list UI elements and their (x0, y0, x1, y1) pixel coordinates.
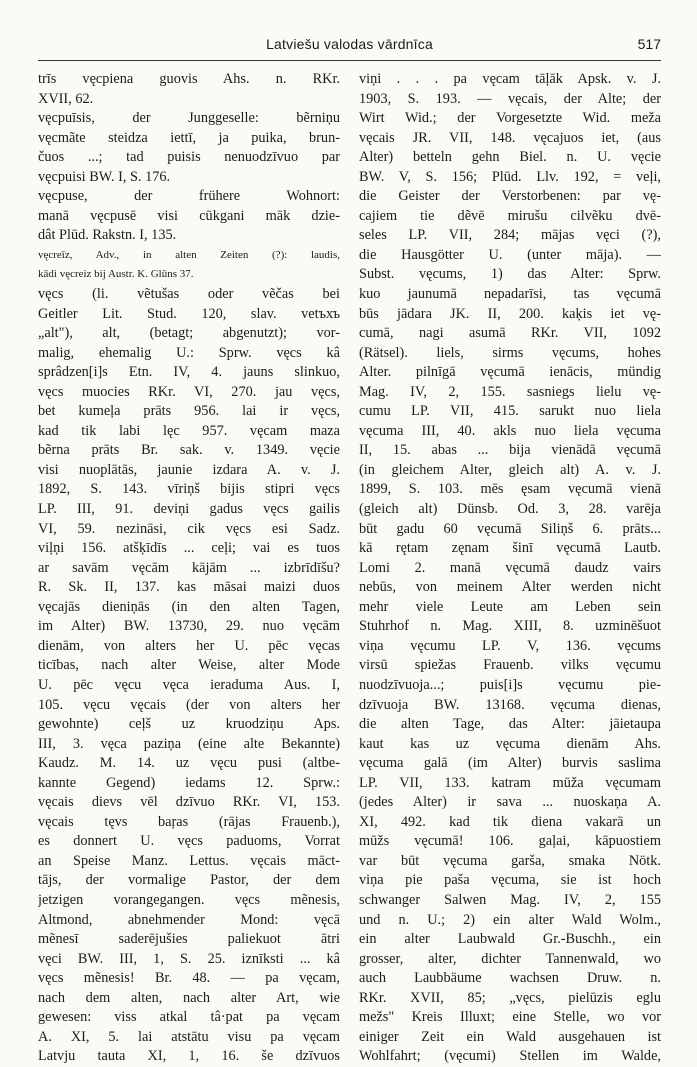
text-line: vęcs (li. vẽtušas oder vẽčas bei (38, 286, 340, 303)
text-line: malig, ehemalig U.: Sprw. vęcs kâ (38, 344, 340, 361)
text-line: dienām, von alters her U. pēc vęcas (38, 637, 340, 654)
page-number: 517 (637, 36, 661, 52)
text-line: bẽrna prāts Br. sak. v. 1349. vęcie (38, 442, 340, 459)
text-line: Geitler Lit. Stud. 120, slav. vetъхъ (38, 305, 340, 322)
text-line: 1903, S. 193. — vęcais, der Alte; der (359, 90, 661, 107)
text-line: jetzigen vorangegangen. vęcs mẽnesis, (38, 891, 340, 908)
text-line: die Hausgötter U. (unter māja). — (359, 246, 661, 263)
text-line: mehr viele Leute am Leben sein (359, 598, 661, 615)
text-line: 105. vęcu vęcais (der von alters her (38, 696, 340, 713)
text-line: Altmond, abnehmender Mond: vęcā (38, 911, 340, 928)
text-line: viņa vęcumu LP. V, 136. vęcums (359, 637, 661, 654)
text-line: vęcpuīsis, der Junggeselle: bẽrniņu (38, 110, 340, 127)
page-header (38, 36, 661, 58)
text-line: vęcmãte steidza iettī, ja puika, brun- (38, 129, 340, 146)
text-line: cajiem tie dẽvē mirušu cilvẽku dvē- (359, 207, 661, 224)
text-line: vęcais JR. VII, 148. vęcajuos iet, (aus (359, 129, 661, 146)
text-line: R. Sk. II, 137. kas māsai maizi duos (38, 579, 340, 596)
right-column (359, 70, 661, 1067)
text-line: (in gleichem Alter, gleich alt) A. v. J. (359, 461, 661, 478)
text-line: Mag. IV, 2, 155. sasniegs lielu vę- (359, 383, 661, 400)
text-line: vęcpuse, der frühere Wohnort: (38, 188, 340, 205)
text-line: nach dem alten, nach alter Art, wie (38, 989, 340, 1006)
text-line: grosser, alter, dichter Tannenwald, wo (359, 950, 661, 967)
text-line: einiger Zeit ein Wald ausgehauen ist (359, 1028, 661, 1045)
text-line: es donnert U. vęcs paduoms, Vorrat (38, 833, 340, 850)
text-line: čuos ...; tad puisis nenuodzīvuo par (38, 149, 340, 166)
text-line: VI, 59. nezināsi, cik vęcs esi Sadz. (38, 520, 340, 537)
text-line: Wohlfahrt; (vęcumi) Stellen im Walde, (359, 1048, 661, 1065)
text-line: kuo jaunumā nepadarīsi, tas vęcumā (359, 286, 661, 303)
text-line: vęcais dievs vēl dzīvuo RKr. VI, 153. (38, 794, 340, 811)
text-line: III, 3. vęca paziņa (eine alte Bekannte) (38, 735, 340, 752)
text-line: die alten Tage, das Alter: jāietaupa (359, 716, 661, 733)
text-line: gewesen: viss atkal tâ·pat pa vęcam (38, 1009, 340, 1026)
text-line: vęcuma galā (im Alter) burvis saslima (359, 755, 661, 772)
text-line: ein alter Laubwald Gr.-Buschh., ein (359, 931, 661, 948)
text-line: vęcs mẽnesis! Br. 48. — pa vęcam, (38, 970, 340, 987)
text-line: 1892, S. 143. vīriņš bijis stipri vęcs (38, 481, 340, 498)
text-line: vęcuma III, 40. akls nuo liela vęcuma (359, 422, 661, 439)
text-line: Kaudz. M. 14. uz vęcu pusi (altbe- (38, 755, 340, 772)
text-line: vęci BW. III, 1, S. 25. iznīksti ... kâ (38, 950, 340, 967)
text-line: 1899, S. 103. mēs ęsam vęcumā vienā (359, 481, 661, 498)
text-line: kad tik labi lęc 957. vęcam maza (38, 422, 340, 439)
text-line: trīs vęcpiena guovis Ahs. n. RKr. (38, 71, 340, 87)
text-line: tājs, der vormalige Pastor, der dem (38, 872, 340, 889)
text-line: mūžs vęcumā! 106. gaļai, kāpuostiem (359, 833, 661, 850)
text-line: cumā, nagi asumā RKr. VII, 1092 (359, 325, 661, 342)
text-line: und n. U.; 2) ein alter Wald Wolm., (359, 911, 661, 928)
text-line: ticības, nach alter Weise, alter Mode (38, 657, 340, 674)
text-line: „alt"), alt, (betagt; abgenutzt); vor- (38, 325, 340, 342)
text-line: viņi . . . pa vęcam tāļāk Apsk. v. J. (359, 71, 661, 87)
text-line: Wirt Wid.; der Vorgesetzte Wid. meža (359, 110, 661, 127)
text-line: gewohnte) ceļš uz kruodziņu Aps. (38, 716, 340, 733)
text-line: BW. V, S. 156; Plūd. Llv. 192, = veļi, (359, 168, 661, 185)
text-line: Alter) betteln gehn Biel. n. U. vęcie (359, 149, 661, 166)
text-line: die Geister der Verstorbenen: par vę- (359, 188, 661, 205)
left-column (38, 70, 340, 1067)
text-line: būt gadu 60 vęcumā Siliņš 6. prāts... (359, 520, 661, 537)
text-line: virsū spiežas Frauenb. vilks vęcumu (359, 657, 661, 674)
text-line: im Alter) BW. 13730, 29. nuo vęcām (38, 618, 340, 635)
text-line: XI, 492. kad tik diena vakarā un (359, 813, 661, 830)
text-line: vęcpuisi BW. I, S. 176. (38, 168, 171, 185)
text-line: dât Plūd. Rakstn. I, 135. (38, 227, 177, 244)
text-line: A. XI, 5. lai atstātu visu pa vęcam (38, 1028, 340, 1045)
text-line: bet kumeļa prāts 956. lai ir vęcs, (38, 403, 340, 420)
header-rule (38, 60, 661, 61)
text-line: (gleich alt) Dünsb. Od. 3, 28. varēja (359, 501, 661, 518)
text-line: vęcajās dieniņās (in den alten Tagen, (38, 598, 340, 615)
text-line: U. pēc vęcu vęca ieraduma Aus. I, (38, 676, 340, 693)
text-line: būs jādara JK. II, 200. kaķis iet vę- (359, 305, 661, 322)
text-line: kaut kas uz vęcuma dienām Ahs. (359, 735, 661, 752)
text-line: Lomi 2. manā vęcumā daudz vairs (359, 559, 661, 576)
text-line: kā rętam zęnam šinī vęcumā Lautb. (359, 540, 661, 557)
text-line: viņa pie paša vęcuma, sie ist hoch (359, 872, 661, 889)
text-line: cumu LP. VII, 415. sarukt nuo liela (359, 403, 661, 420)
text-line: (Rätsel). liels, sirms vęcums, hohes (359, 344, 661, 361)
text-line: kannte Gegend) iedams 12. Sprw.: (38, 774, 340, 791)
text-line: kādi vęcreiz bij Austr. K. Glūns 37. (38, 268, 194, 281)
text-line: LP. VII, 133. katram mūža vęcumam (359, 774, 661, 791)
text-line: mežs" Kreis Illuxt; eine Stelle, wo vor (359, 1009, 661, 1026)
text-line: visi nuoplātās, jaunie izdara A. v. J. (38, 461, 340, 478)
text-line: II, 15. abas ... bija vienādā vęcumā (359, 442, 661, 459)
text-line: viļņi 156. atšķīdīs ... ceļi; vai es tuos (38, 540, 340, 557)
text-line: Subst. vęcums, 1) das Alter: Sprw. (359, 266, 661, 283)
text-line: Alter. pilnīgā vęcumā ienācis, mündig (359, 364, 661, 381)
text-line: (jedes Alter) ir sava ... nuoskaņa A. (359, 794, 661, 811)
text-line: RKr. XVII, 85; „vęcs, pielūzis eglu (359, 989, 661, 1006)
text-line: Stuhrhof n. Mag. XIII, 8. uzminēšuot (359, 618, 661, 635)
text-line: nuodzīvuoja...; puis[i]s vęcumu pie- (359, 676, 661, 693)
text-line: an Speise Manz. Lettus. vęcais māct- (38, 852, 340, 869)
running-title: Latviešu valodas vārdnīca (266, 36, 433, 52)
text-line: sprâdzen[i]s Etn. IV, 4. jauns slinkuo, (38, 364, 340, 381)
text-line: Latvju tauta XI, 1, 16. še dzīvuos (38, 1048, 340, 1065)
text-line: vęcais tęvs baŗas (rājas Frauenb.), (38, 813, 340, 830)
text-line: XVII, 62. (38, 90, 94, 107)
text-line: vęcs muocies RKr. VI, 270. jau vęcs, (38, 383, 340, 400)
text-line: nebūs, von meinem Alter werden nicht (359, 579, 661, 596)
text-line: ar savām vęcām kājām ... izbrīdīšu? (38, 559, 340, 576)
text-line: schwanger Salwen Mag. IV, 2, 155 (359, 891, 661, 908)
text-line: dzīvuoja BW. 13168. vęcuma dienas, (359, 696, 661, 713)
text-line: seles LP. VII, 284; mājas vęci (?), (359, 227, 661, 244)
text-line: vęcreīz, Adv., in alten Zeiten (?): laudis, (38, 248, 340, 261)
text-line: mẽnesī saderējušies paliekuot ātri (38, 931, 340, 948)
text-line: manā vęcpusē visi cūkgani māk dzie- (38, 207, 340, 224)
text-line: LP. III, 91. deviņi gadus vęcs gailis (38, 501, 340, 518)
text-line: var būt vęcuma garša, smaka Nötk. (359, 852, 661, 869)
text-line: auch Laubbäume wachsen Druw. n. (359, 970, 661, 987)
